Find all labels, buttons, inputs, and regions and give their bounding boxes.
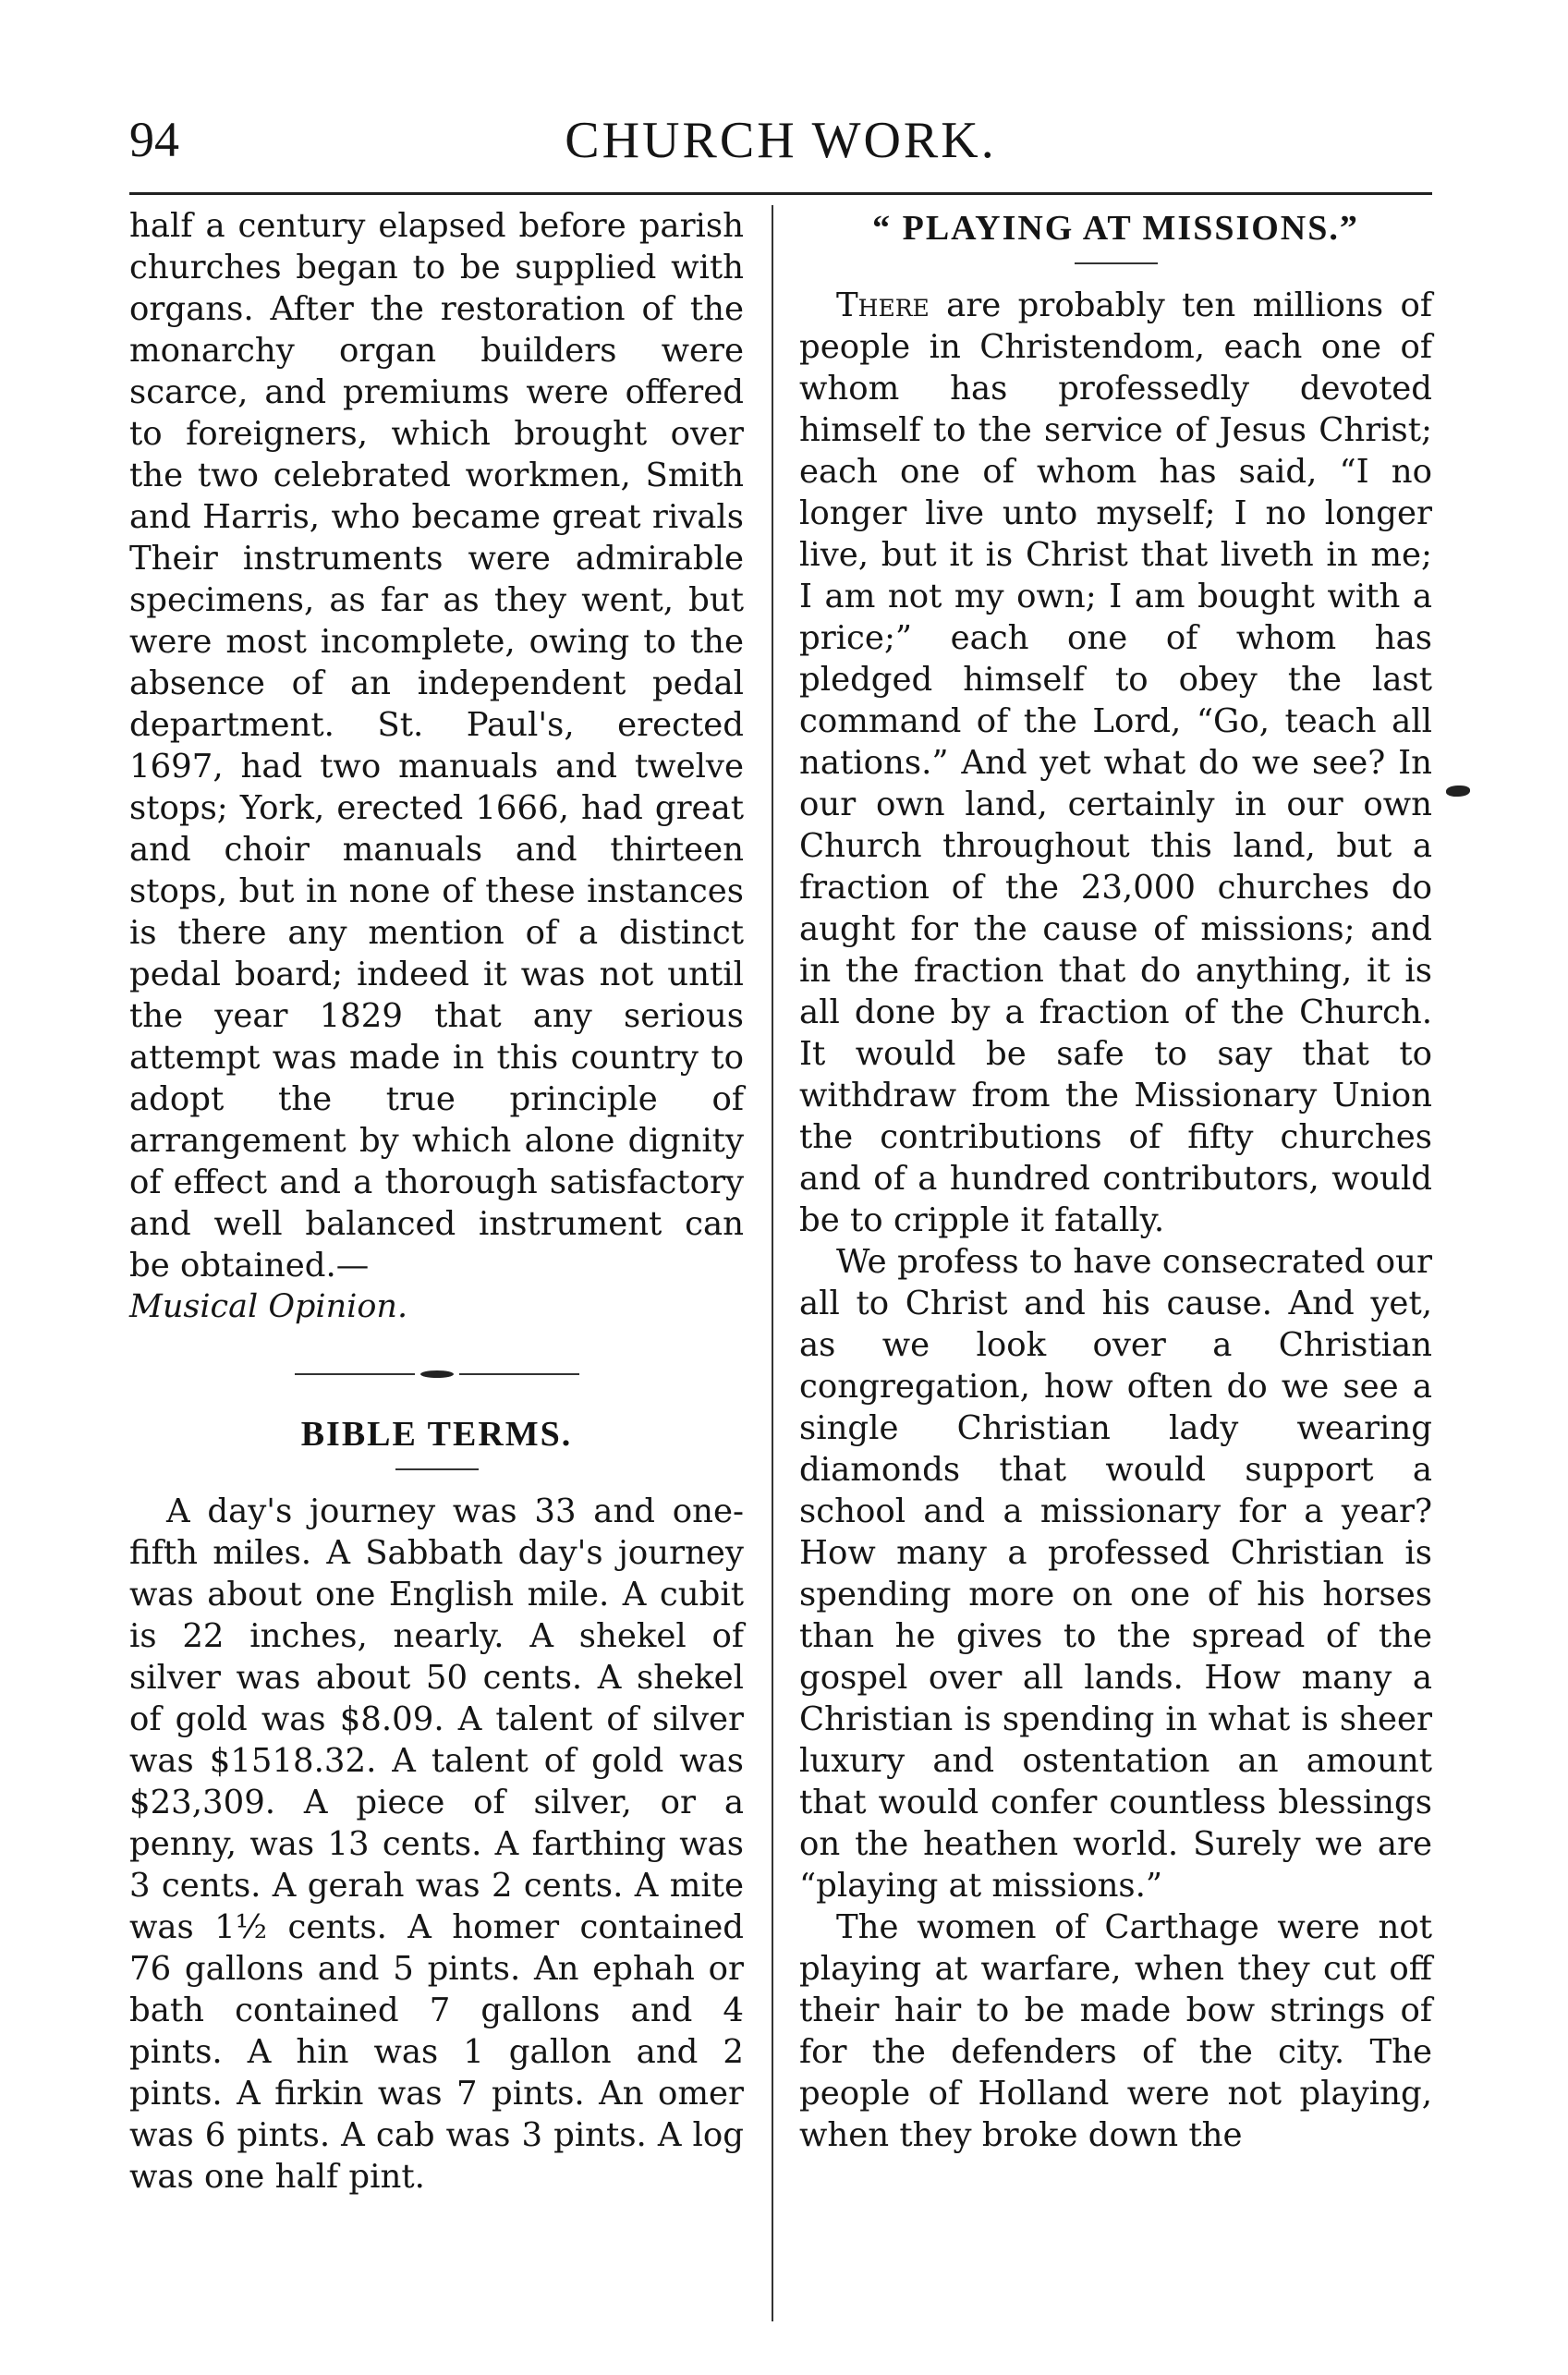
ornament-divider [129, 1365, 744, 1383]
page-number: 94 [129, 112, 179, 167]
header-rule [129, 192, 1432, 195]
bible-terms-body: A day's journey was 33 and one-fifth miles. A Sabbath day's journey was about one English mile. A cubit is 22 inches, nearly. A shekel of silver was about 50 cents. A shekel of gold was $8.09. A talent of silver was $1518.32. A talent of gold was $23,309. A piece of silver, or a penny, was 13 cents. A farthing was 3 cents. A gerah was 2 cents. A mite was 1½ cents. A homer contained 76 gallons and 5 pints. An ephah or bath contained 7 gallons and 4 pints. A hin was 1 gallon and 2 pints. A firkin was 7 pints. An omer was 6 pints. A cab was 3 pints. A log was one half pint. [129, 1492, 744, 2196]
bible-terms-heading: BIBLE TERMS. [300, 1415, 573, 1454]
right-column [799, 205, 1432, 2156]
organ-article-continuation: half a century elapsed before parish churches began to be supplied with organs. After the restoration of the monarchy organ builders were scarce, and premiums were offered to foreigners, which brought over the two celebrated workmen, Smith and Harris, who became great rivals Their instruments were admirable specimens, as far as they went, but were most incomplete, owing to the absence of an independent pedal department. St. Paul's, erected 1697, had two manuals and twelve stops; York, erected 1666, had great and choir manuals and thirteen stops, but in none of these instances is there any mention of a distinct pedal board; indeed it was not until the year 1829 that any serious attempt was made in this country to adopt the true principle of arrangement by which alone dignity of effect and a thorough satisfactory and well balanced instrument can be obtained.— [129, 207, 744, 1285]
text-columns [129, 205, 1432, 2320]
heading-rule [395, 1468, 479, 1470]
playing-at-missions-heading: “ PLAYING AT MISSIONS.” [872, 209, 1359, 248]
heading-rule [1075, 262, 1158, 264]
missions-paragraph-2: We profess to have consecrated our all to Christ and his cause. And yet, as we look over a Christian congregation, how often do we see a single Christian lady wearing diamonds that would support a school and a missionary for a year? How many a professed Christian is spending more on one of his horses than he gives to the spread of the gospel over all lands. How many a Christian is spending in what is sheer luxury and ostentation an amount that would confer countless blessings on the heathen world. Surely we are “playing at missions.” [799, 1243, 1432, 1905]
article-attribution: Musical Opinion. [129, 1288, 408, 1325]
ornament-line-left [295, 1373, 415, 1375]
ornament-line-right [459, 1373, 579, 1375]
paragraph-1-body: are probably ten millions of people in Christendom, each one of whom has professedly devoted himself to the service of Jesus Christ; each one of whom has said, “I no longer live unto myself; I no longer live, but it is Christ that liveth in me; I am not my own; I am bought with a price;” each one of whom has pledged himself to obey the last command of the Lord, “Go, teach all nations.” And yet what do we see? In our own land, certainly in our own Church throughout this land, but a fraction of the 23,000 churches do aught for the cause of missions; and in the fraction that do anything, it is all done by a fraction of the Church. It would be safe to say that to withdraw from the Missionary Union the contributions of fifty churches and of a hundred contributors, would be to cripple it fatally. [799, 286, 1432, 1239]
missions-paragraph-1 [799, 285, 1432, 1241]
left-column [129, 205, 744, 2198]
ornament-mark [420, 1370, 454, 1378]
page-header [129, 102, 1432, 194]
margin-ink-mark [1446, 786, 1470, 797]
running-title: CHURCH WORK. [565, 112, 997, 169]
page [129, 102, 1432, 2320]
missions-paragraph-3: The women of Carthage were not playing at warfare, when they cut off their hair to be made bow strings of for the defenders of the city. The people of Holland were not playing, when they broke down the [799, 1908, 1432, 2154]
column-divider [772, 205, 773, 2321]
paragraph-lead-word: There [836, 286, 930, 324]
